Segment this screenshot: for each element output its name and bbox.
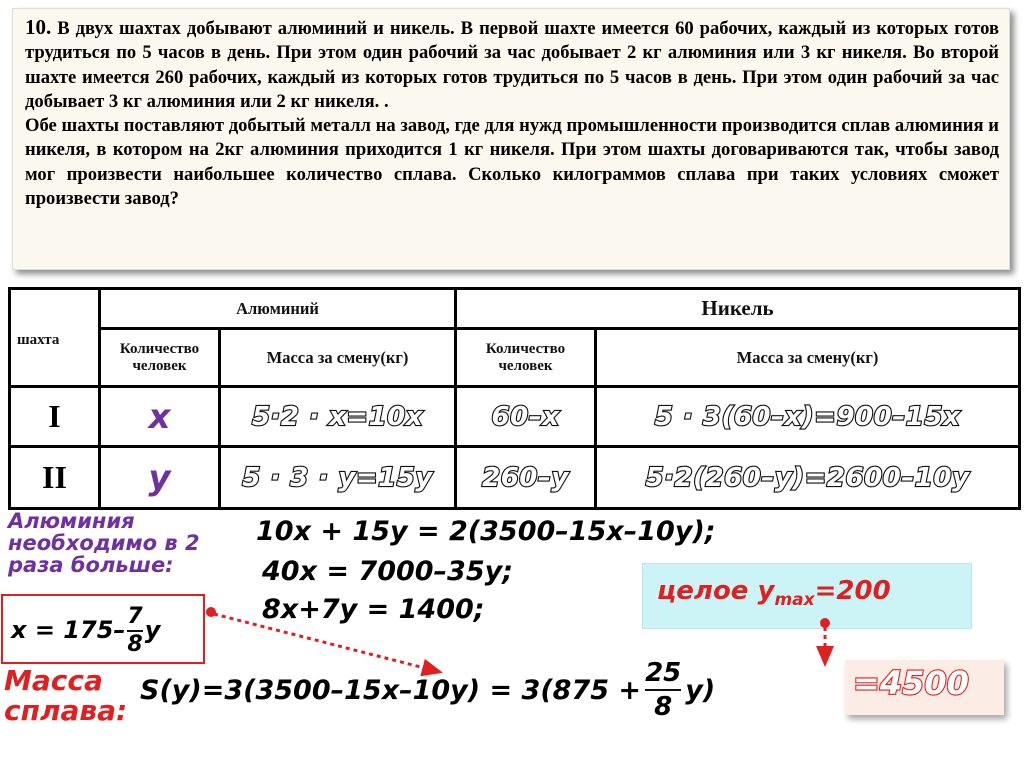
header-al-people: Количество человек xyxy=(100,329,220,387)
row-ni-people: 260–y xyxy=(456,447,596,509)
row-ni-people: 60–x xyxy=(456,387,596,447)
equation-2: 40x = 7000–35y; xyxy=(262,556,514,587)
x-frac-den: 8 xyxy=(127,632,143,657)
problem-paragraph-1: В двух шахтах добывают алюминий и никель. В первой шахте имеется 60 рабочих, каждый из которых готов трудиться по 5 часов в день. При этом один рабочий за час добывает 2 кг алюминия или 3 кг никеля. Во второй шахте имеется 260 рабочих, каждый из которых готов трудиться по 5 часов в день. При этом один рабочий за час добывает 3 кг алюминия или 2 кг никеля. . xyxy=(25,18,999,112)
header-ni-people: Количество человек xyxy=(456,329,596,387)
x-expr-prefix: x = 175– xyxy=(11,616,126,644)
x-expr-suffix: y xyxy=(144,616,161,644)
equation-1: 10x + 15y = 2(3500–15x–10y); xyxy=(256,516,716,547)
row-mine-label: II xyxy=(10,447,100,509)
integer-y-label: целое y xyxy=(657,576,775,606)
note-line: необходимо в 2 xyxy=(8,531,200,555)
x-frac-num: 7 xyxy=(127,604,143,629)
integer-y-sub: max xyxy=(774,590,815,611)
integer-y-value: =200 xyxy=(814,576,891,606)
problem-paragraph-2: Обе шахты поставляют добытый металл на завод, где для нужд промышленности производится сплав алюминия и никеля, в котором на 2кг алюминия приходится 1 кг никеля. При этом шахты договариваются так, чтобы завод мог произвести наибольшее количество сплава. Сколько килограммов сплава при таких условиях сможет произвести завод? xyxy=(25,115,999,210)
note-line: раза больше: xyxy=(8,553,174,577)
row-al-people: y xyxy=(100,447,220,509)
note-line: Алюминия xyxy=(8,509,135,533)
row-ni-mass: 5 · 3(60–x)=900–15x xyxy=(596,387,1020,447)
mass-expr-left: S(y)=3(3500–15x–10y) = 3(875 + xyxy=(140,674,642,706)
header-ni-mass: Масса за смену(кг) xyxy=(596,329,1020,387)
row-ni-mass: 5·2(260–y)=2600–10y xyxy=(596,447,1020,509)
mass-label-line: сплава: xyxy=(4,694,128,727)
header-mine: шахта xyxy=(10,289,100,387)
header-al-mass: Масса за смену(кг) xyxy=(220,329,456,387)
mass-label-line: Масса xyxy=(4,664,103,697)
mass-expr-right: y) xyxy=(685,674,716,706)
header-nickel: Никель xyxy=(456,289,1020,329)
mass-frac-num: 25 xyxy=(645,658,682,688)
arrow-x-to-mass xyxy=(214,614,440,672)
row-al-mass: 5 · 3 · y=15y xyxy=(220,447,456,509)
mass-frac-den: 8 xyxy=(654,692,673,722)
equation-3: 8x+7y = 1400; xyxy=(262,594,485,625)
row-al-mass: 5·2 · x=10x xyxy=(220,387,456,447)
arrow-start-dot xyxy=(820,618,830,628)
row-al-people: x xyxy=(100,387,220,447)
header-aluminum: Алюминий xyxy=(100,289,456,329)
row-mine-label: I xyxy=(10,387,100,447)
problem-number: 10. xyxy=(25,15,52,39)
result-value: =4500 xyxy=(853,664,969,702)
